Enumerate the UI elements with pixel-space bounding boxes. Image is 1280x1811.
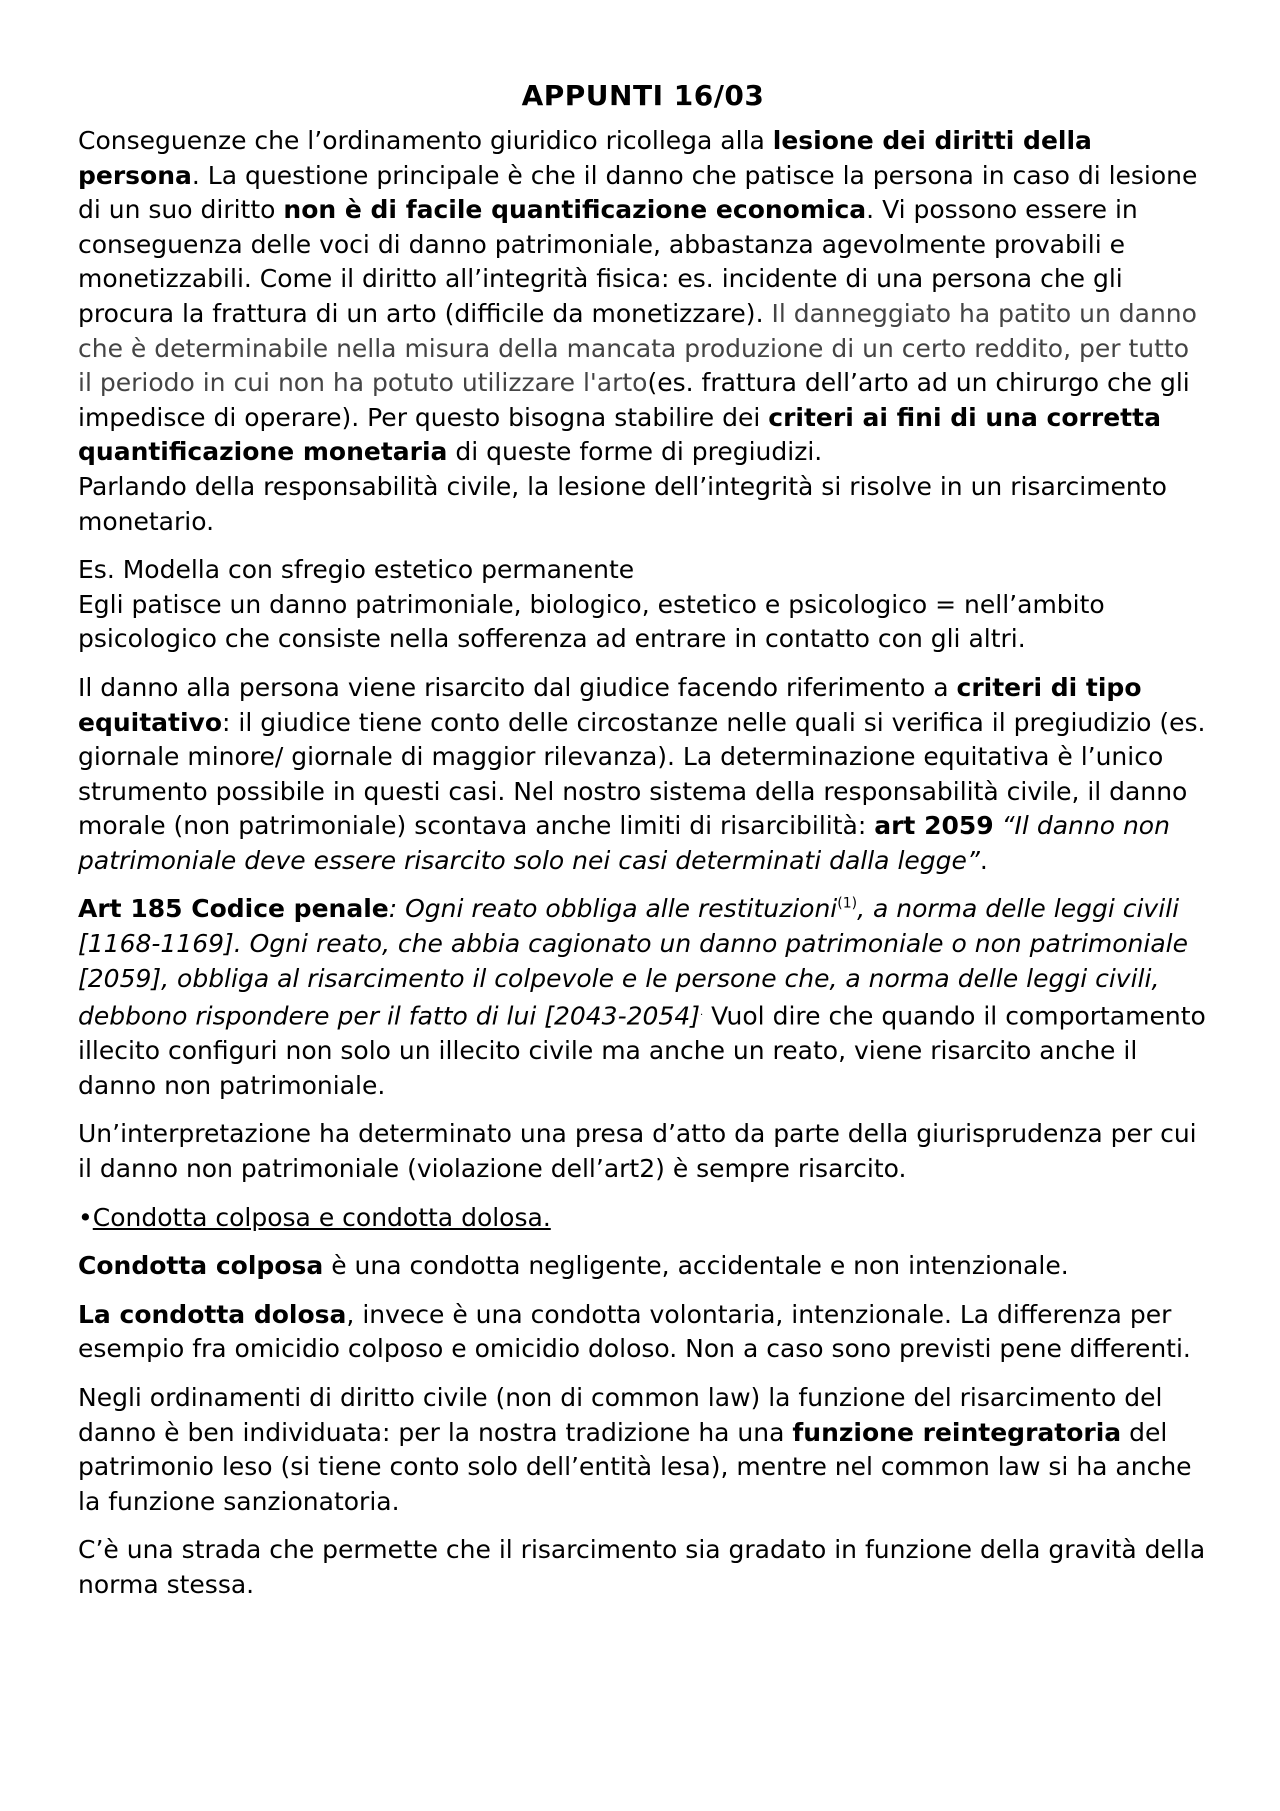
paragraph-legal-systems: Negli ordinamenti di diritto civile (non di common law) la funzione del risarcimento del danno è ben individuata: per la nostra tradizione ha una funzione reintegratoria del patrimonio leso (si tiene conto solo dell’entità lesa), mentre nel common law si ha anche la funzione sanzionatoria. xyxy=(78,1382,1192,1516)
paragraph-interpretation: Un’interpretazione ha determinato una presa d’atto da parte della giurisprudenza per cui il danno non patrimoniale (violazione dell’art2) è sempre risarcito. xyxy=(78,1119,1197,1183)
paragraph-gradation: C’è una strada che permette che il risarcimento sia gradato in funzione della gravità della norma stessa. xyxy=(78,1535,1206,1599)
paragraph-consequences: Conseguenze che l’ordinamento giuridico ricollega alla lesione dei diritti della persona. La questione principale è che il danno che patisce la persona in caso di lesione di un suo diritto non è di facile quantificazione economica. Vi possono essere in conseguenza delle voci di danno patrimoniale, abbastanza agevolmente provabili e monetizzabili. Come il diritto all’integrità fisica: es. incidente di una persona che gli procura la frattura di un arto (difficile da monetizzare). Il danneggiato ha patito un danno che è determinabile nella misura della mancata produzione di un certo reddito, per tutto il periodo in cui non ha potuto utilizzare l'arto(es. frattura dell’arto ad un chirurgo che gli impedisce di operare). Per questo bisogna stabilire dei criteri ai fini di una corretta quantificazione monetaria di queste forme di pregiudizi. xyxy=(78,126,1198,467)
paragraph-civil-liability: Parlando della responsabilità civile, la lesione dell’integrità si risolve in un risarcimento monetario. xyxy=(78,471,1167,536)
footnote-marker: (1) xyxy=(837,896,858,913)
document-page xyxy=(78,70,1208,1616)
paragraph-damage-types: Egli patisce un danno patrimoniale, biologico, estetico e psicologico = nell’ambito psicologico che consiste nella sofferenza ad entrare in contatto con gli altri. xyxy=(78,589,1105,654)
paragraph-condotta-colposa: Condotta colposa è una condotta negligente, accidentale e non intenzionale. xyxy=(78,1251,1069,1281)
paragraph-equitative-criteria: Il danno alla persona viene risarcito dal giudice facendo riferimento a criteri di tipo equitativo: il giudice tiene conto delle circostanze nelle quali si verifica il pregiudizio (es. giornale minore/ giornale di maggior rilevanza). La determinazione equitativa è l’unico strumento possibile in questi casi. Nel nostro sistema della responsabilità civile, il danno morale (non patrimoniale) scontava anche limiti di risarcibilità: art 2059 “Il danno non patrimoniale deve essere risarcito solo nei casi determinati dalla legge”. xyxy=(78,672,1206,875)
paragraph-condotta-dolosa: La condotta dolosa, invece è una condotta volontaria, intenzionale. La differenza per esempio fra omicidio colposo e omicidio doloso. Non a caso sono previsti pene differenti. xyxy=(78,1299,1191,1364)
paragraph-art-185: Art 185 Codice penale: Ogni reato obbliga alle restituzioni$^{(1)}$, a norma delle leggi civili [1168-1169]. Ogni reato, che abbia cagionato un danno patrimoniale o non patrimoniale [2059], obbliga al risarcimento il colpevole e le persone che, a norma delle leggi civili, debbono rispondere per il fatto di lui [2043-2054]. Vuol dire che quando il comportamento illecito configuri non solo un illecito civile ma anche un reato, viene risarcito anche il danno non patrimoniale. xyxy=(78,894,1206,1100)
paragraph-example: Es. Modella con sfregio estetico permanente xyxy=(78,555,635,585)
bullet-item xyxy=(78,1201,1208,1236)
page-title: APPUNTI 16/03 xyxy=(521,79,765,112)
bullet-icon: • xyxy=(78,1202,93,1232)
bullet-text: Condotta colposa e condotta dolosa. xyxy=(92,1202,551,1232)
